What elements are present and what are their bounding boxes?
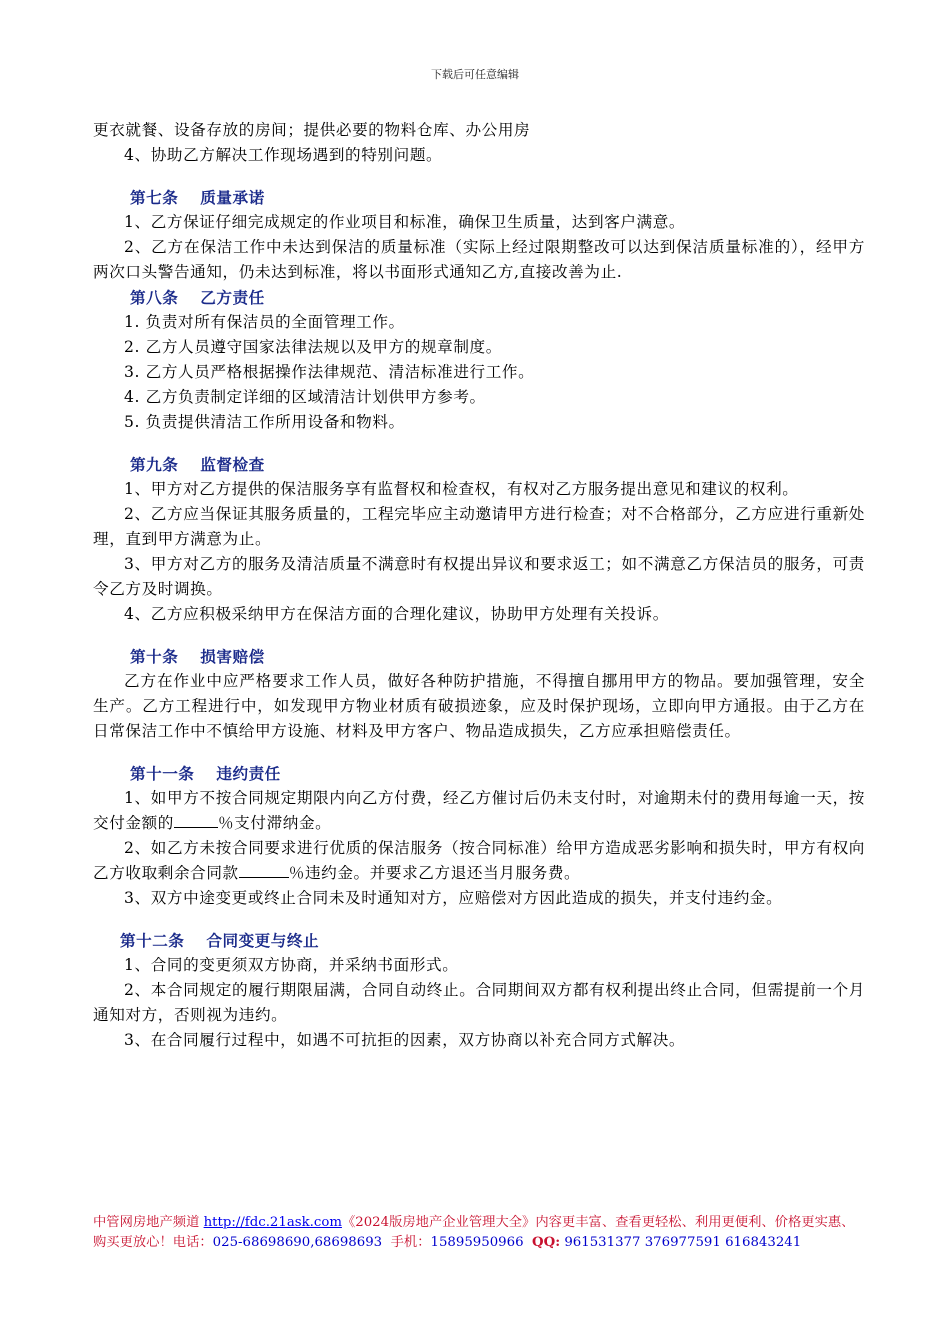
article-7-item: 1、乙方保证仔细完成规定的作业项目和标准，确保卫生质量，达到客户满意。 [124, 213, 686, 231]
article-8-item: 4. 乙方负责制定详细的区域清洁计划供甲方参考。 [124, 388, 486, 406]
article-number: 第十一条 [130, 764, 195, 783]
paragraph: 更衣就餐、设备存放的房间；提供必要的物料仓库、办公用房 [93, 121, 531, 139]
article-8-heading [93, 285, 865, 310]
article-8-item: 1. 负责对所有保洁员的全面管理工作。 [124, 313, 405, 331]
article-title: 乙方责任 [200, 288, 265, 307]
article-title: 质量承诺 [200, 188, 265, 207]
article-11-heading [93, 761, 865, 786]
article-9-item: 1、甲方对乙方提供的保洁服务享有监督权和检查权，有权对乙方服务提出意见和建议的权利。 [124, 480, 799, 498]
article-number: 第七条 [130, 188, 179, 207]
article-title: 监督检查 [200, 455, 265, 474]
footer-mobile: 15895950966 [430, 1235, 524, 1250]
article-number: 第十二条 [120, 931, 185, 950]
article-number: 第九条 [130, 455, 179, 474]
article-11-item: 1、如甲方不按合同规定期限内向乙方付费，经乙方催讨后仍未支付时，对逾期未付的费用每逾一天，按交付金额的 ％支付滞纳金。 [93, 789, 865, 832]
page-header: 下载后可任意编辑 [431, 68, 519, 81]
article-9-item: 4、乙方应积极采纳甲方在保洁方面的合理化建议，协助甲方处理有关投诉。 [124, 605, 669, 623]
article-8-item: 3. 乙方人员严格根据操作法律规范、清洁标准进行工作。 [124, 363, 535, 381]
footer-qq: 961531377 376977591 616843241 [560, 1235, 802, 1250]
article-9-heading [93, 452, 865, 477]
article-12-item: 1、合同的变更须双方协商，并采纳书面形式。 [124, 956, 459, 974]
article-7-heading [93, 185, 865, 210]
article-number: 第八条 [130, 288, 179, 307]
document-body [93, 118, 865, 1053]
footer-qq-label: QQ: [532, 1235, 561, 1250]
fill-in-blank [239, 863, 289, 878]
article-12-item: 2、本合同规定的履行期限届满，合同自动终止。合同期间双方都有权利提出终止合同，但需提前一个月通知对方，否则视为违约。 [93, 981, 865, 1024]
article-8-item: 5. 负责提供清洁工作所用设备和物料。 [124, 413, 405, 431]
article-9-item: 2、乙方应当保证其服务质量的，工程完毕应主动邀请甲方进行检查；对不合格部分，乙方应进行重新处理，直到甲方满意为止。 [93, 505, 865, 548]
article-title: 违约责任 [216, 764, 281, 783]
article-8-item: 2. 乙方人员遵守国家法律法规以及甲方的规章制度。 [124, 338, 502, 356]
article-title: 合同变更与终止 [206, 931, 320, 950]
fill-in-blank [174, 813, 218, 828]
footer-mobile-label: 手机： [390, 1235, 431, 1250]
article-11-item: 2、如乙方未按合同要求进行优质的保洁服务（按合同标准）给甲方造成恶劣影响和损失时，甲方有权向乙方收取剩余合同款 ％违约金。并要求乙方退还当月服务费。 [93, 839, 865, 882]
page-footer [93, 1213, 865, 1253]
article-7-item: 2、乙方在保洁工作中未达到保洁的质量标准（实际上经过限期整改可以达到保洁质量标准的），经甲方两次口头警告通知，仍未达到标准，将以书面形式通知乙方,直接改善为止. [93, 238, 865, 281]
article-number: 第十条 [130, 647, 179, 666]
footer-prefix: 中管网房地产频道 [93, 1215, 204, 1230]
article-11-item: 3、双方中途变更或终止合同未及时通知对方，应赔偿对方因此造成的损失，并支付违约金。 [124, 889, 783, 907]
article-12-heading [93, 928, 865, 953]
footer-link[interactable]: http://fdc.21ask.com [203, 1215, 342, 1230]
article-10-body: 乙方在作业中应严格要求工作人员，做好各种防护措施，不得擅自挪用甲方的物品。要加强管理，安全生产。乙方工程进行中，如发现甲方物业材质有破损迹象，应及时保护现场，立即向甲方通报。由于乙方在日常保洁工作中不慎给甲方设施、材料及甲方客户、物品造成损失，乙方应承担赔偿责任。 [93, 672, 865, 740]
article-10-heading [93, 644, 865, 669]
article-12-item: 3、在合同履行过程中，如遇不可抗拒的因素，双方协商以补充合同方式解决。 [124, 1031, 686, 1049]
footer-text: 《2024版房地产企业管理大全》内容更丰富、查看更轻松、利用更便利、价格更实惠、购买更放心！电话： [93, 1215, 855, 1250]
article-title: 损害赔偿 [200, 647, 265, 666]
footer-phones: 025-68698690,68698693 [212, 1235, 383, 1250]
article-9-item: 3、甲方对乙方的服务及清洁质量不满意时有权提出异议和要求返工；如不满意乙方保洁员的服务，可责令乙方及时调换。 [93, 555, 865, 598]
paragraph: 4、协助乙方解决工作现场遇到的特别问题。 [124, 146, 443, 164]
